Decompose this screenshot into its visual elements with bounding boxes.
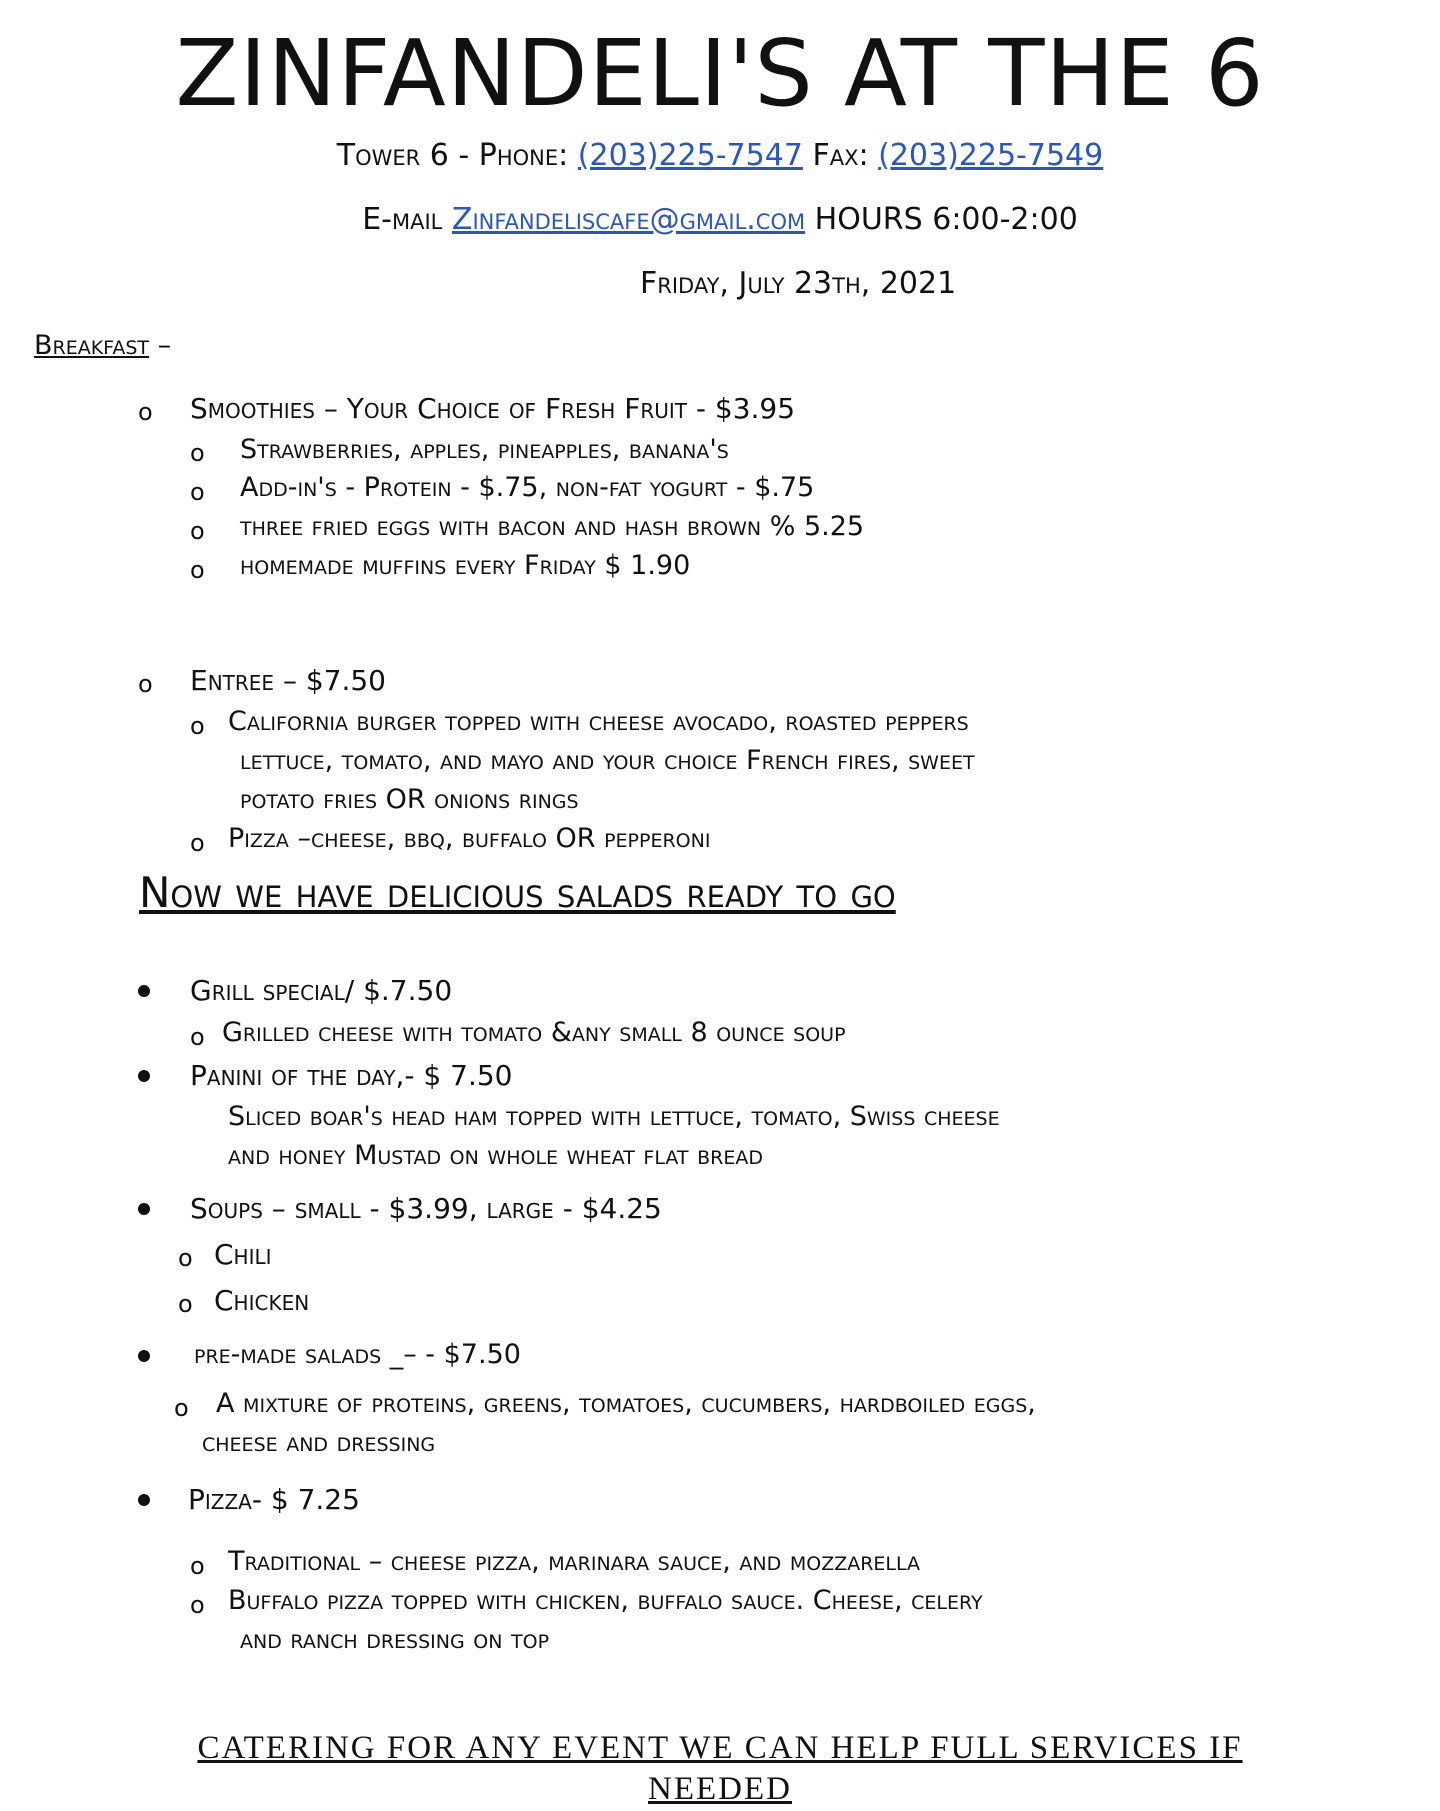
hours-text: HOURS 6:00-2:00 xyxy=(814,202,1078,237)
email-label: E-mail xyxy=(362,202,443,237)
bullet-icon: o xyxy=(178,1290,193,1318)
bullet-icon: o xyxy=(190,517,205,545)
bullet-icon: o xyxy=(190,478,205,506)
bullet-dot-icon xyxy=(138,1203,150,1215)
fax-link[interactable]: (203)225-7549 xyxy=(878,138,1104,173)
pizza-buffalo: Buffalo pizza topped with chicken, buffalo sauce. Cheese, celery xyxy=(228,1585,983,1616)
bullet-dot-icon xyxy=(138,1494,150,1506)
bullet-icon: o xyxy=(190,1023,205,1051)
pizza-buffalo-line2: and ranch dressing on top xyxy=(240,1624,550,1655)
soup-chili: Chili xyxy=(214,1238,272,1271)
menu-date: Friday, July 23th, 2021 xyxy=(640,266,957,301)
california-burger-line2: lettuce, tomato, and mayo and your choice French fires, sweet xyxy=(240,745,975,776)
breakfast-heading-label: Breakfast xyxy=(34,330,150,361)
email-link[interactable]: Zinfandeliscafe@gmail.com xyxy=(451,202,806,237)
salads-detail-2: cheese and dressing xyxy=(202,1427,436,1458)
grill-special: Grill special/ $.7.50 xyxy=(190,974,453,1007)
soups-item: Soups – small - $3.99, large - $4.25 xyxy=(190,1192,662,1225)
california-burger: California burger topped with cheese avocado, roasted peppers xyxy=(228,706,969,737)
grill-special-detail: Grilled cheese with tomato &any small 8 ounce soup xyxy=(222,1017,846,1048)
pizza-item: Pizza- $ 7.25 xyxy=(188,1483,360,1516)
page-title: ZINFANDELI'S AT THE 6 xyxy=(175,20,1265,127)
bullet-icon: o xyxy=(190,829,205,857)
salads-banner: Now we have delicious salads ready to go xyxy=(139,868,896,917)
email-hours-line xyxy=(0,202,1440,237)
panini-detail-1: Sliced boar's head ham topped with lettuce, tomato, Swiss cheese xyxy=(228,1101,1000,1132)
california-burger-line3: potato fries OR onions rings xyxy=(240,784,579,815)
bullet-icon: o xyxy=(190,1591,205,1619)
bullet-dot-icon xyxy=(138,985,150,997)
bullet-icon: o xyxy=(178,1244,193,1272)
list-item: homemade muffins every Friday $ 1.90 xyxy=(240,550,691,581)
bullet-icon: o xyxy=(138,398,153,426)
pizza-traditional: Traditional – cheese pizza, marinara sauce, and mozzarella xyxy=(228,1546,921,1577)
premade-salads: pre-made salads _– - $7.50 xyxy=(194,1339,521,1370)
salads-detail-1: A mixture of proteins, greens, tomatoes, cucumbers, hardboiled eggs, xyxy=(216,1388,1036,1419)
fax-label: Fax: xyxy=(812,138,869,173)
list-item: Add-in's - Protein - $.75, non-fat yogurt - $.75 xyxy=(240,472,815,503)
bullet-icon: o xyxy=(190,1552,205,1580)
breakfast-heading-dash: – xyxy=(149,330,172,361)
entree-item: Entree – $7.50 xyxy=(190,664,386,697)
bullet-icon: o xyxy=(190,439,205,467)
panini-detail-2: and honey Mustad on whole wheat flat bread xyxy=(228,1140,763,1171)
panini-item: Panini of the day,- $ 7.50 xyxy=(190,1059,513,1092)
bullet-dot-icon xyxy=(138,1070,150,1082)
pizza-entree: Pizza –cheese, bbq, buffalo OR pepperoni xyxy=(228,823,711,854)
soup-chicken: Chicken xyxy=(214,1284,310,1317)
bullet-icon: o xyxy=(138,670,153,698)
contact-line xyxy=(0,138,1440,173)
bullet-icon: o xyxy=(190,556,205,584)
list-item: Strawberries, apples, pineapples, banana's xyxy=(240,434,729,465)
bullet-dot-icon xyxy=(138,1350,150,1362)
bullet-icon: o xyxy=(190,712,205,740)
smoothies-item: Smoothies – Your Choice of Fresh Fruit - $3.95 xyxy=(190,392,796,425)
breakfast-heading xyxy=(34,330,171,361)
catering-line-1: CATERING FOR ANY EVENT WE CAN HELP FULL SERVICES IF xyxy=(197,1730,1243,1766)
list-item: three fried eggs with bacon and hash brown % 5.25 xyxy=(240,511,865,542)
catering-line-2: NEEDED xyxy=(648,1771,792,1808)
tower-phone-label: Tower 6 - Phone: xyxy=(336,138,569,173)
phone-link[interactable]: (203)225-7547 xyxy=(577,138,803,173)
bullet-icon: o xyxy=(174,1394,189,1422)
catering-footer xyxy=(0,1728,1440,1811)
